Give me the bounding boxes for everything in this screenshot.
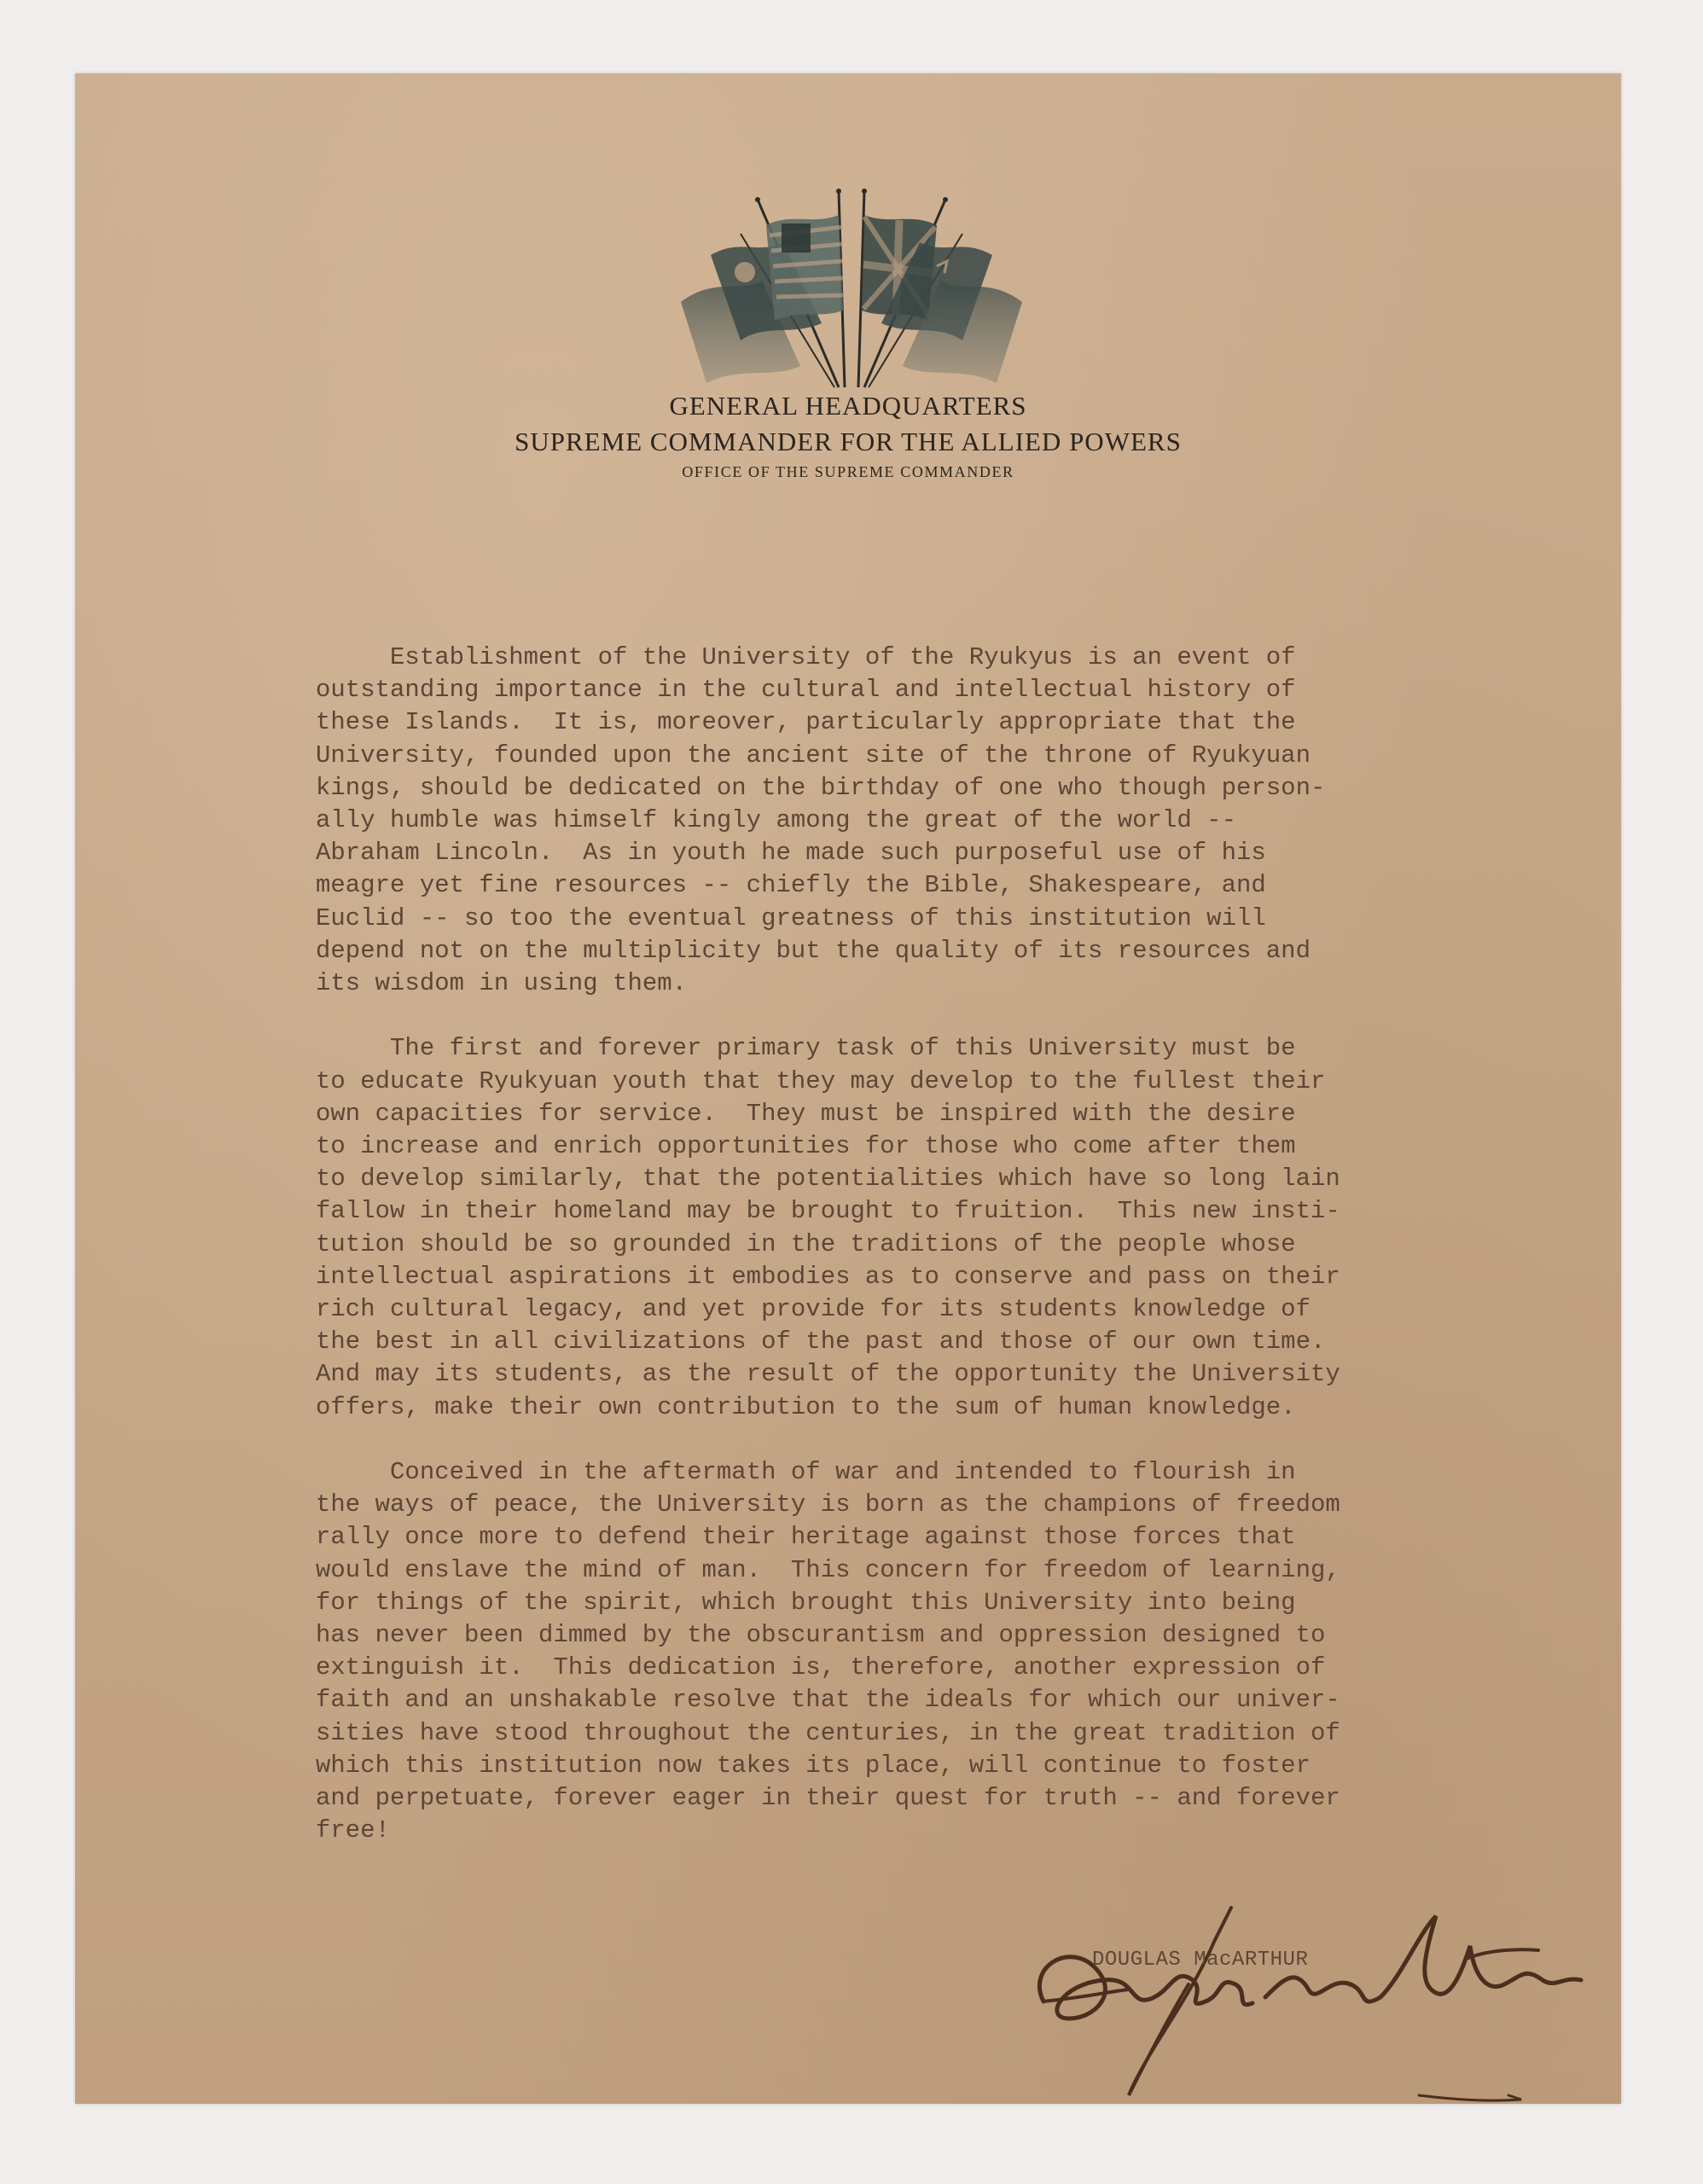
text-line: Establishment of the University of the Ryukyus is an event of — [316, 643, 1296, 671]
text-line: The first and forever primary task of this University must be — [316, 1034, 1296, 1063]
text-line: free! — [316, 1816, 391, 1845]
text-line: sities have stood throughout the centuries, in the great tradition of — [316, 1718, 1340, 1747]
text-line: to develop similarly, that the potentialities which have so long lain — [316, 1165, 1340, 1194]
text-line: its wisdom in using them. — [316, 969, 688, 998]
text-line: intellectual aspirations it embodies as to conserve and pass on their — [316, 1262, 1340, 1291]
text-line: Conceived in the aftermath of war and intended to flourish in — [316, 1458, 1296, 1487]
text-line: kings, should be dedicated on the birthday of one who though person- — [316, 773, 1326, 802]
paragraph-1 — [316, 642, 1510, 1000]
text-line: fallow in their homeland may be brought to fruition. This new insti- — [316, 1197, 1340, 1226]
text-line: Abraham Lincoln. As in youth he made such purposeful use of his — [316, 839, 1266, 868]
text-line: outstanding importance in the cultural and intellectual history of — [316, 676, 1296, 705]
letterhead-subtitle: SUPREME COMMANDER FOR THE ALLIED POWERS — [514, 427, 1182, 456]
signature-icon — [992, 1839, 1590, 2112]
text-line: University, founded upon the ancient site of the throne of Ryukyuan — [316, 741, 1311, 770]
paragraph-2 — [316, 1032, 1510, 1423]
text-line: the best in all civilizations of the past and those of our own time. — [316, 1327, 1326, 1356]
text-line: rally once more to defend their heritage against those forces that — [316, 1523, 1296, 1552]
text-line: and perpetuate, forever eager in their quest for truth -- and forever — [316, 1784, 1340, 1813]
letter-page — [75, 73, 1621, 2104]
text-line: which this institution now takes its place, will continue to foster — [316, 1751, 1311, 1780]
text-line: to increase and enrich opportunities for those who come after them — [316, 1132, 1296, 1161]
text-line: ally humble was himself kingly among the great of the world -- — [316, 806, 1236, 835]
text-line: rich cultural legacy, and yet provide for its students knowledge of — [316, 1295, 1311, 1324]
text-line: Euclid -- so too the eventual greatness of this institution will — [316, 903, 1266, 932]
text-line: And may its students, as the result of the opportunity the University — [316, 1360, 1340, 1389]
letterhead-office: OFFICE OF THE SUPREME COMMANDER — [682, 463, 1014, 480]
text-line: the ways of peace, the University is born as the champions of freedom — [316, 1490, 1340, 1519]
text-line: has never been dimmed by the obscurantism and oppression designed to — [316, 1621, 1326, 1650]
text-line: meagre yet fine resources -- chiefly the Bible, Shakespeare, and — [316, 871, 1266, 900]
text-line: extinguish it. This dedication is, therefore, another expression of — [316, 1653, 1326, 1682]
text-line: for things of the spirit, which brought this University into being — [316, 1588, 1296, 1617]
typed-signature-name: DOUGLAS MacARTHUR — [1092, 1949, 1309, 1972]
paragraph-3 — [316, 1456, 1510, 1847]
letterhead-title: GENERAL HEADQUARTERS — [669, 391, 1027, 421]
text-line: offers, make their own contribution to the sum of human knowledge. — [316, 1392, 1296, 1421]
text-line: tution should be so grounded in the traditions of the people whose — [316, 1229, 1296, 1258]
text-line: would enslave the mind of man. This concern for freedom of learning, — [316, 1555, 1340, 1584]
text-line: depend not on the multiplicity but the quality of its resources and — [316, 936, 1311, 965]
text-line: own capacities for service. They must be inspired with the desire — [316, 1099, 1296, 1128]
text-line: these Islands. It is, moreover, particularly appropriate that the — [316, 708, 1296, 737]
text-line: faith and an unshakable resolve that the ideals for which our univer- — [316, 1686, 1340, 1715]
text-line: to educate Ryukyuan youth that they may develop to the fullest their — [316, 1066, 1326, 1095]
letter-body — [316, 642, 1510, 1880]
